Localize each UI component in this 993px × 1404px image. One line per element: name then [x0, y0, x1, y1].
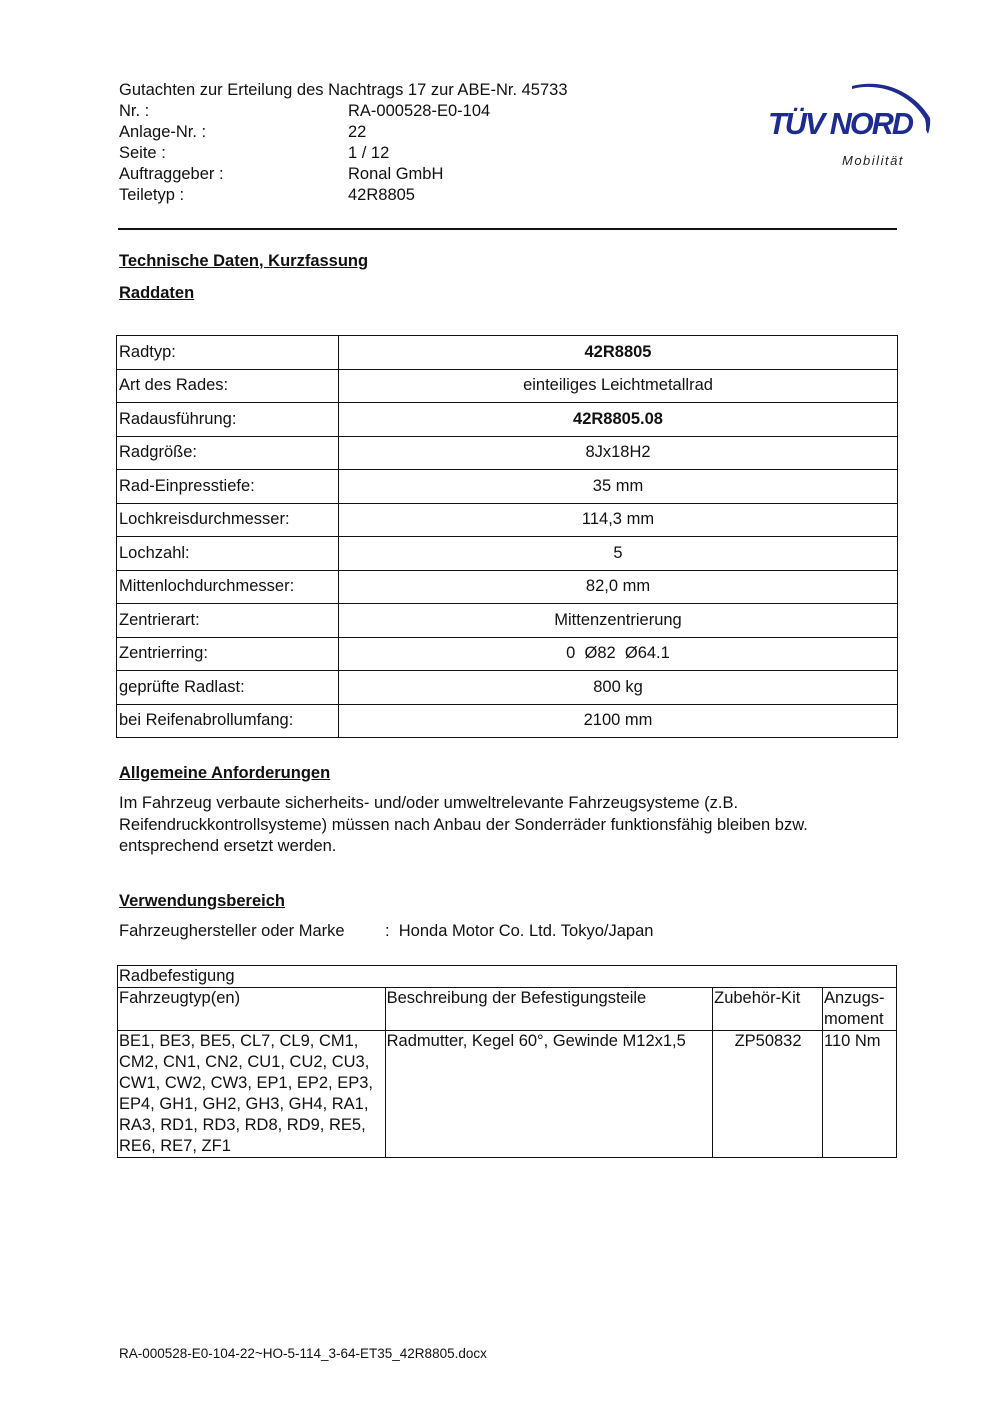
- table-row: [117, 436, 898, 470]
- document-footer: RA-000528-E0-104-22~HO-5-114_3-64-ET35_42R8805.docx: [119, 1346, 487, 1361]
- header-row: [119, 185, 568, 206]
- row-label: Radgröße:: [117, 436, 339, 470]
- wheel-fixing-table: [117, 965, 897, 1158]
- accessory-kit-cell: ZP50832: [713, 1031, 823, 1158]
- torque-cell: 110 Nm: [823, 1031, 897, 1158]
- table-row: [117, 403, 898, 437]
- fixing-description-cell: Radmutter, Kegel 60°, Gewinde M12x1,5: [385, 1031, 712, 1158]
- row-value: 5: [339, 537, 898, 571]
- row-value: 0 Ø82 Ø64.1: [339, 637, 898, 671]
- header-row: [119, 143, 568, 164]
- row-label: geprüfte Radlast:: [117, 671, 339, 705]
- header-value: 22: [348, 123, 367, 141]
- row-label: Lochzahl:: [117, 537, 339, 571]
- column-header: Anzugs-moment: [823, 988, 897, 1031]
- table-caption: Radbefestigung: [118, 966, 897, 988]
- column-header: Zubehör-Kit: [713, 988, 823, 1031]
- manufacturer-label: Fahrzeughersteller oder Marke: [119, 922, 345, 940]
- header-row: [119, 101, 568, 122]
- row-label: Mittenlochdurchmesser:: [117, 570, 339, 604]
- section-heading-allgemein: Allgemeine Anforderungen: [119, 764, 331, 782]
- header-row: [119, 122, 568, 143]
- table-row: [117, 604, 898, 638]
- row-value: 114,3 mm: [339, 503, 898, 537]
- header-title: Gutachten zur Erteilung des Nachtrags 17 zur ABE-Nr. 45733: [119, 81, 568, 99]
- column-header: Fahrzeugtyp(en): [118, 988, 386, 1031]
- row-label: Rad-Einpresstiefe:: [117, 470, 339, 504]
- table-row: [117, 570, 898, 604]
- row-value: 82,0 mm: [339, 570, 898, 604]
- table-row: [117, 704, 898, 738]
- table-row: [117, 336, 898, 370]
- requirements-paragraph: Im Fahrzeug verbaute sicherheits- und/oder umweltrelevante Fahrzeugsysteme (z.B. Reifendruckkontrollsysteme) müssen nach Anbau der Sonderräder funktionsfähig bleiben bzw. entsprechend ersetzt werden.: [119, 794, 808, 855]
- header-value: 42R8805: [348, 186, 415, 204]
- row-value: 2100 mm: [339, 704, 898, 738]
- table-row: [118, 1031, 897, 1158]
- row-value: einteiliges Leichtmetallrad: [339, 369, 898, 403]
- table-header-row: [118, 988, 897, 1031]
- row-label: Zentrierart:: [117, 604, 339, 638]
- row-value: 800 kg: [339, 671, 898, 705]
- section-heading-raddaten: Raddaten: [119, 284, 195, 302]
- row-label: Radausführung:: [117, 403, 339, 437]
- row-value: 8Jx18H2: [339, 436, 898, 470]
- row-label: Radtyp:: [117, 336, 339, 370]
- row-value: Mittenzentrierung: [339, 604, 898, 638]
- tuv-nord-logo: [760, 56, 945, 176]
- row-value: 42R8805: [339, 336, 898, 370]
- header-label: Seite :: [119, 144, 166, 162]
- header-label: Teiletyp :: [119, 186, 185, 204]
- wheel-data-table: [116, 335, 898, 738]
- table-row: [117, 369, 898, 403]
- row-label: Zentrierring:: [117, 637, 339, 671]
- header-row: [119, 164, 568, 185]
- vehicle-types-cell: BE1, BE3, BE5, CL7, CL9, CM1, CM2, CN1, CN2, CU1, CU2, CU3, CW1, CW2, CW3, EP1, EP2, EP3, EP4, GH1, GH2, GH3, GH4, RA1, RA3, RD1, RD3, RD8, RD9, RE5, RE6, RE7, ZF1: [118, 1031, 386, 1158]
- table-row: [117, 537, 898, 571]
- logo-wordmark: TÜV NORD: [768, 106, 914, 141]
- document-header: [119, 80, 568, 206]
- table-row: [117, 671, 898, 705]
- header-label: Anlage-Nr. :: [119, 123, 207, 141]
- row-label: Art des Rades:: [117, 369, 339, 403]
- header-divider: [118, 228, 897, 230]
- table-caption-row: [118, 966, 897, 988]
- column-header: Beschreibung der Befestigungsteile: [385, 988, 712, 1031]
- header-value: 1 / 12: [348, 144, 390, 162]
- row-label: bei Reifenabrollumfang:: [117, 704, 339, 738]
- manufacturer-line: [119, 922, 653, 941]
- table-row: [117, 470, 898, 504]
- header-value: Ronal GmbH: [348, 165, 444, 183]
- table-row: [117, 503, 898, 537]
- section-heading-tech: Technische Daten, Kurzfassung: [119, 252, 369, 270]
- row-value: 35 mm: [339, 470, 898, 504]
- logo-subtitle: Mobilität: [842, 153, 904, 168]
- table-row: [117, 637, 898, 671]
- header-value: RA-000528-E0-104: [348, 102, 491, 120]
- row-label: Lochkreisdurchmesser:: [117, 503, 339, 537]
- section-heading-verwendung: Verwendungsbereich: [119, 892, 285, 910]
- header-label: Auftraggeber :: [119, 165, 224, 183]
- row-value: 42R8805.08: [339, 403, 898, 437]
- header-label: Nr. :: [119, 102, 150, 120]
- manufacturer-value: : Honda Motor Co. Ltd. Tokyo/Japan: [385, 922, 654, 940]
